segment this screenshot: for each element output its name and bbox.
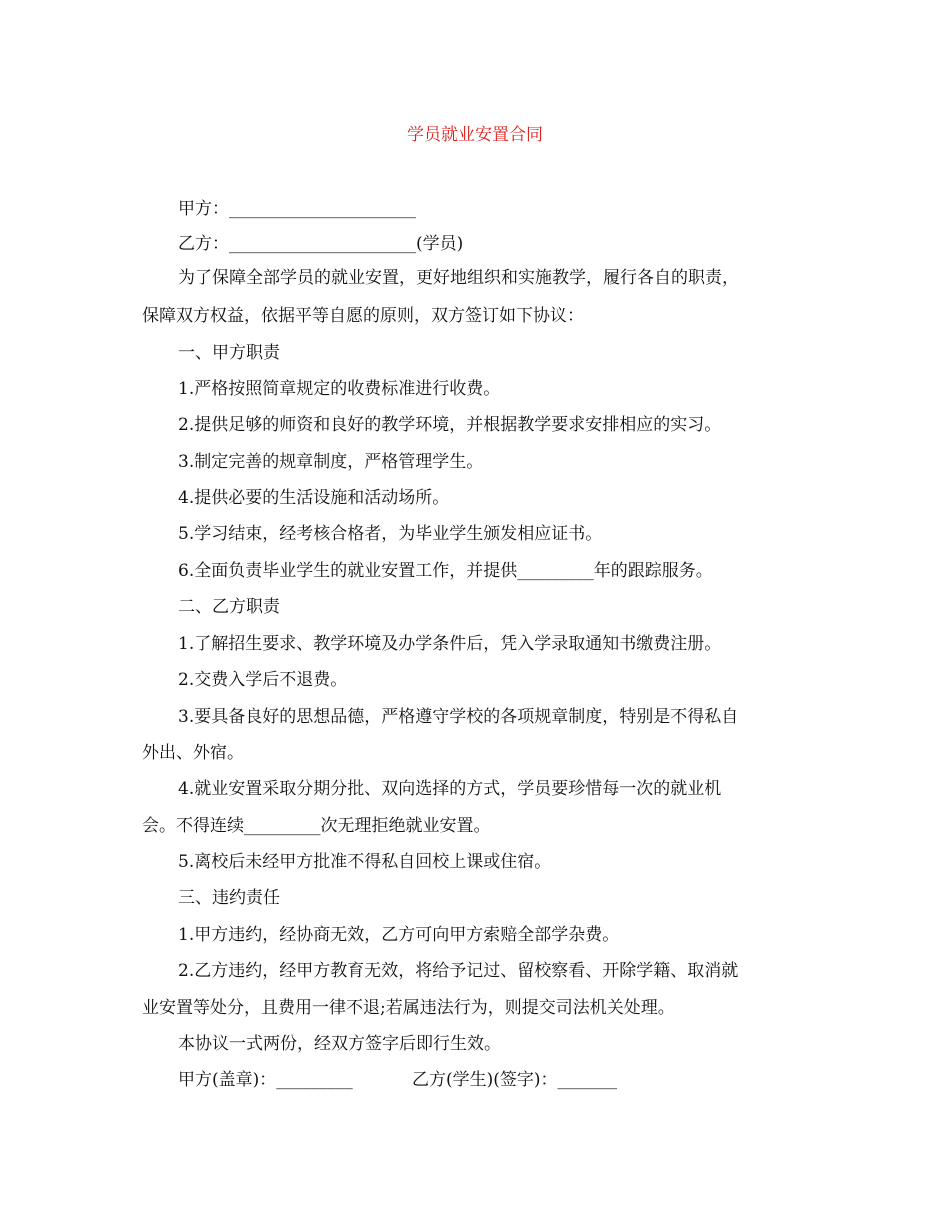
party-a-duty-item: 1.严格按照简章规定的收费标准进行收费。 [178,379,501,399]
party-b-duty-item: 2.交费入学后不退费。 [178,670,348,690]
party-a-duty-item: 5.学习结束，经考核合格者，为毕业学生颁发相应证书。 [178,524,603,544]
signature-party-b: 乙方(学生)(签字)：_______ [412,1070,618,1090]
document-title: 学员就业安置合同 [407,125,543,145]
party-b-duty-item: 5.离校后未经甲方批准不得私自回校上课或住宿。 [178,852,552,872]
party-b-duty-item: 4.就业安置采取分期分批、双向选择的方式，学员要珍惜每一次的就业机 [178,779,722,799]
party-a-duty-item: 4.提供必要的生活设施和活动场所。 [178,488,450,508]
party-a-duty-item: 3.制定完善的规章制度，严格管理学生。 [178,452,484,472]
party-b-duty-item: 1.了解招生要求、教学环境及办学条件后，凭入学录取通知书缴费注册。 [178,634,722,654]
breach-liability-item: 2.乙方违约，经甲方教育无效，将给予记过、留校察看、开除学籍、取消就 [178,961,739,981]
section-heading-breach-liability: 三、违约责任 [178,888,280,908]
closing-statement: 本协议一式两份，经双方签字后即行生效。 [178,1034,501,1054]
section-heading-party-b-duties: 二、乙方职责 [178,597,280,617]
signature-party-a: 甲方(盖章)：_________ [178,1070,353,1090]
party-a-line: 甲方：______________________ [178,199,416,219]
breach-liability-item-continued: 业安置等处分，且费用一律不退;若属违法行为，则提交司法机关处理。 [142,998,675,1018]
party-a-duty-item: 6.全面负责毕业学生的就业安置工作，并提供_________年的跟踪服务。 [178,561,713,581]
party-b-duty-item: 3.要具备良好的思想品德，严格遵守学校的各项规章制度，特别是不得私自 [178,707,739,727]
party-b-duty-item-continued: 会。不得连续_________次无理拒绝就业安置。 [142,816,491,836]
intro-paragraph-line-2: 保障双方权益，依据平等自愿的原则，双方签订如下协议： [142,306,584,326]
party-b-line: 乙方：______________________(学员) [178,234,464,254]
party-a-duty-item: 2.提供足够的师资和良好的教学环境，并根据教学要求安排相应的实习。 [178,415,722,435]
intro-paragraph-line-1: 为了保障全部学员的就业安置，更好地组织和实施教学，履行各自的职责， [178,268,739,288]
party-b-duty-item-continued: 外出、外宿。 [142,743,244,763]
breach-liability-item: 1.甲方违约，经协商无效，乙方可向甲方索赔全部学杂费。 [178,925,620,945]
section-heading-party-a-duties: 一、甲方职责 [178,343,280,363]
